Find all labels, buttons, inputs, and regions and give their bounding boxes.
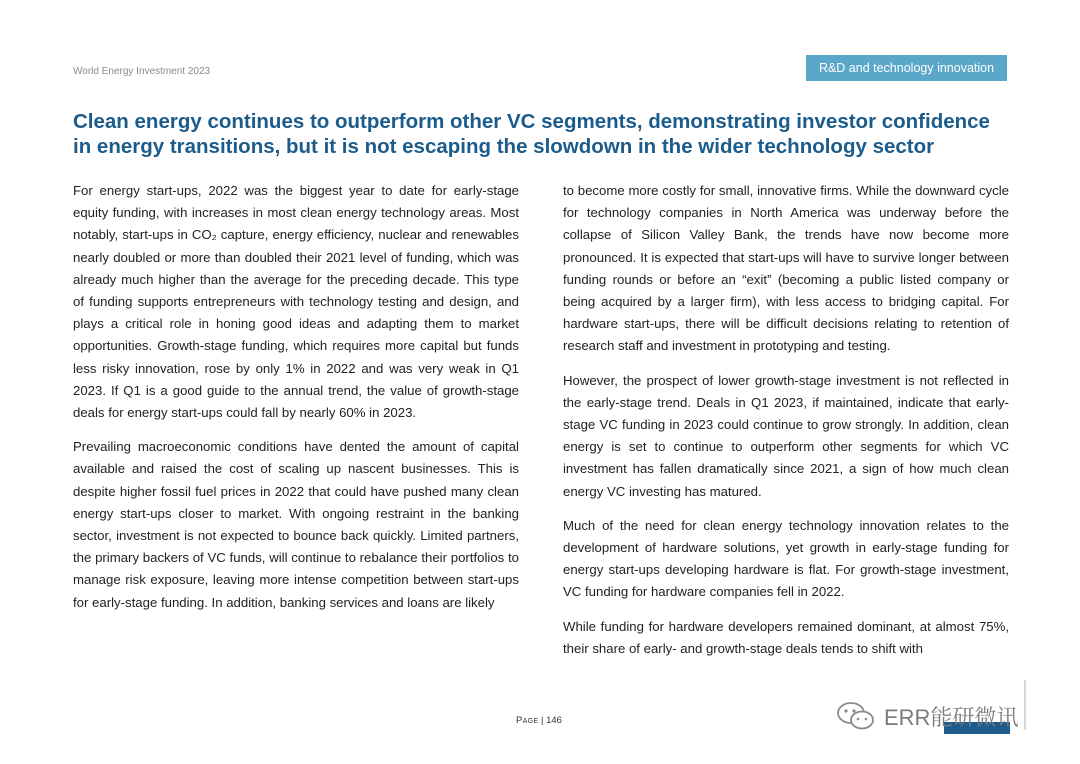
wechat-icon bbox=[836, 700, 876, 732]
report-name: World Energy Investment 2023 bbox=[73, 66, 211, 77]
left-column bbox=[73, 180, 519, 626]
left-paragraph-1: For energy start-ups, 2022 was the biggest year to date for early-stage equity funding, with increases in most clean energy technology areas. Most notably, start-ups in CO₂ capture, energy efficiency, nuclear and renewables nearly doubled or more than doubled their 2021 level of funding, which was already much higher than the average for the preceding decade. This type of funding supports entrepreneurs with technology testing and design, and plays a critical role in honing good ideas and adapting them to market opportunities. Growth-stage funding, which requires more capital but funds less risky innovation, rose by only 1% in 2022 and was very weak in Q1 2023. If Q1 is a good guide to the annual trend, the value of growth-stage deals for energy start-ups could fall by nearly 60% in 2023. bbox=[73, 183, 519, 421]
right-paragraph-3: Much of the need for clean energy technology innovation relates to the development of hardware solutions, yet growth in early-stage funding for energy start-ups developing hardware is flat. For growth-stage investment, VC funding for hardware companies fell in 2022. bbox=[563, 517, 1009, 600]
watermark bbox=[836, 700, 1018, 732]
right-column bbox=[563, 180, 1009, 672]
page-footer bbox=[516, 715, 562, 726]
page-separator: | bbox=[540, 715, 544, 726]
watermark-text: ERR能研微讯 bbox=[884, 704, 1019, 730]
side-divider bbox=[1024, 680, 1026, 730]
left-paragraph-2: Prevailing macroeconomic conditions have dented the amount of capital available and raised the cost of scaling up nascent businesses. This is despite higher fossil fuel prices in 2022 that could have pushed many clean energy start-ups closer to market. With ongoing restraint in the banking sector, investment is not expected to bounce back quickly. Limited partners, the primary backers of VC funds, will continue to rebalance their portfolios to manage risk exposure, leaving more intense competition between start-ups for early-stage funding. In addition, banking services and loans are likely bbox=[73, 439, 519, 610]
right-paragraph-4: While funding for hardware developers remained dominant, at almost 75%, their share of early- and growth-stage deals tends to shift with bbox=[563, 618, 1009, 656]
page-title bbox=[73, 109, 1013, 159]
title-line-2: in energy transitions, but it is not escaping the slowdown in the wider technology sector bbox=[73, 135, 935, 158]
title-line-1: Clean energy continues to outperform other VC segments, demonstrating investor confidence bbox=[73, 110, 990, 133]
page-number: 146 bbox=[546, 715, 562, 726]
right-paragraph-2: However, the prospect of lower growth-stage investment is not reflected in the early-stage trend. Deals in Q1 2023, if maintained, indicate that early-stage VC funding in 2023 could continue to grow strongly. In addition, clean energy is set to continue to outperform other segments for which VC investment has fallen dramatically since 2021, a sign of how much clean energy VC investing has matured. bbox=[563, 372, 1009, 499]
page-label: Page bbox=[516, 715, 539, 726]
section-tab: R&D and technology innovation bbox=[806, 55, 1007, 81]
right-paragraph-1: to become more costly for small, innovative firms. While the downward cycle for technology companies in North America was underway before the collapse of Silicon Valley Bank, the trends have now become more pronounced. It is expected that start-ups will have to survive longer between funding rounds or before an “exit” (becoming a public listed company or being acquired by a larger firm), with less access to bridging capital. For hardware start-ups, there will be difficult decisions relating to retention of research staff and investment in prototyping and testing. bbox=[563, 183, 1009, 354]
